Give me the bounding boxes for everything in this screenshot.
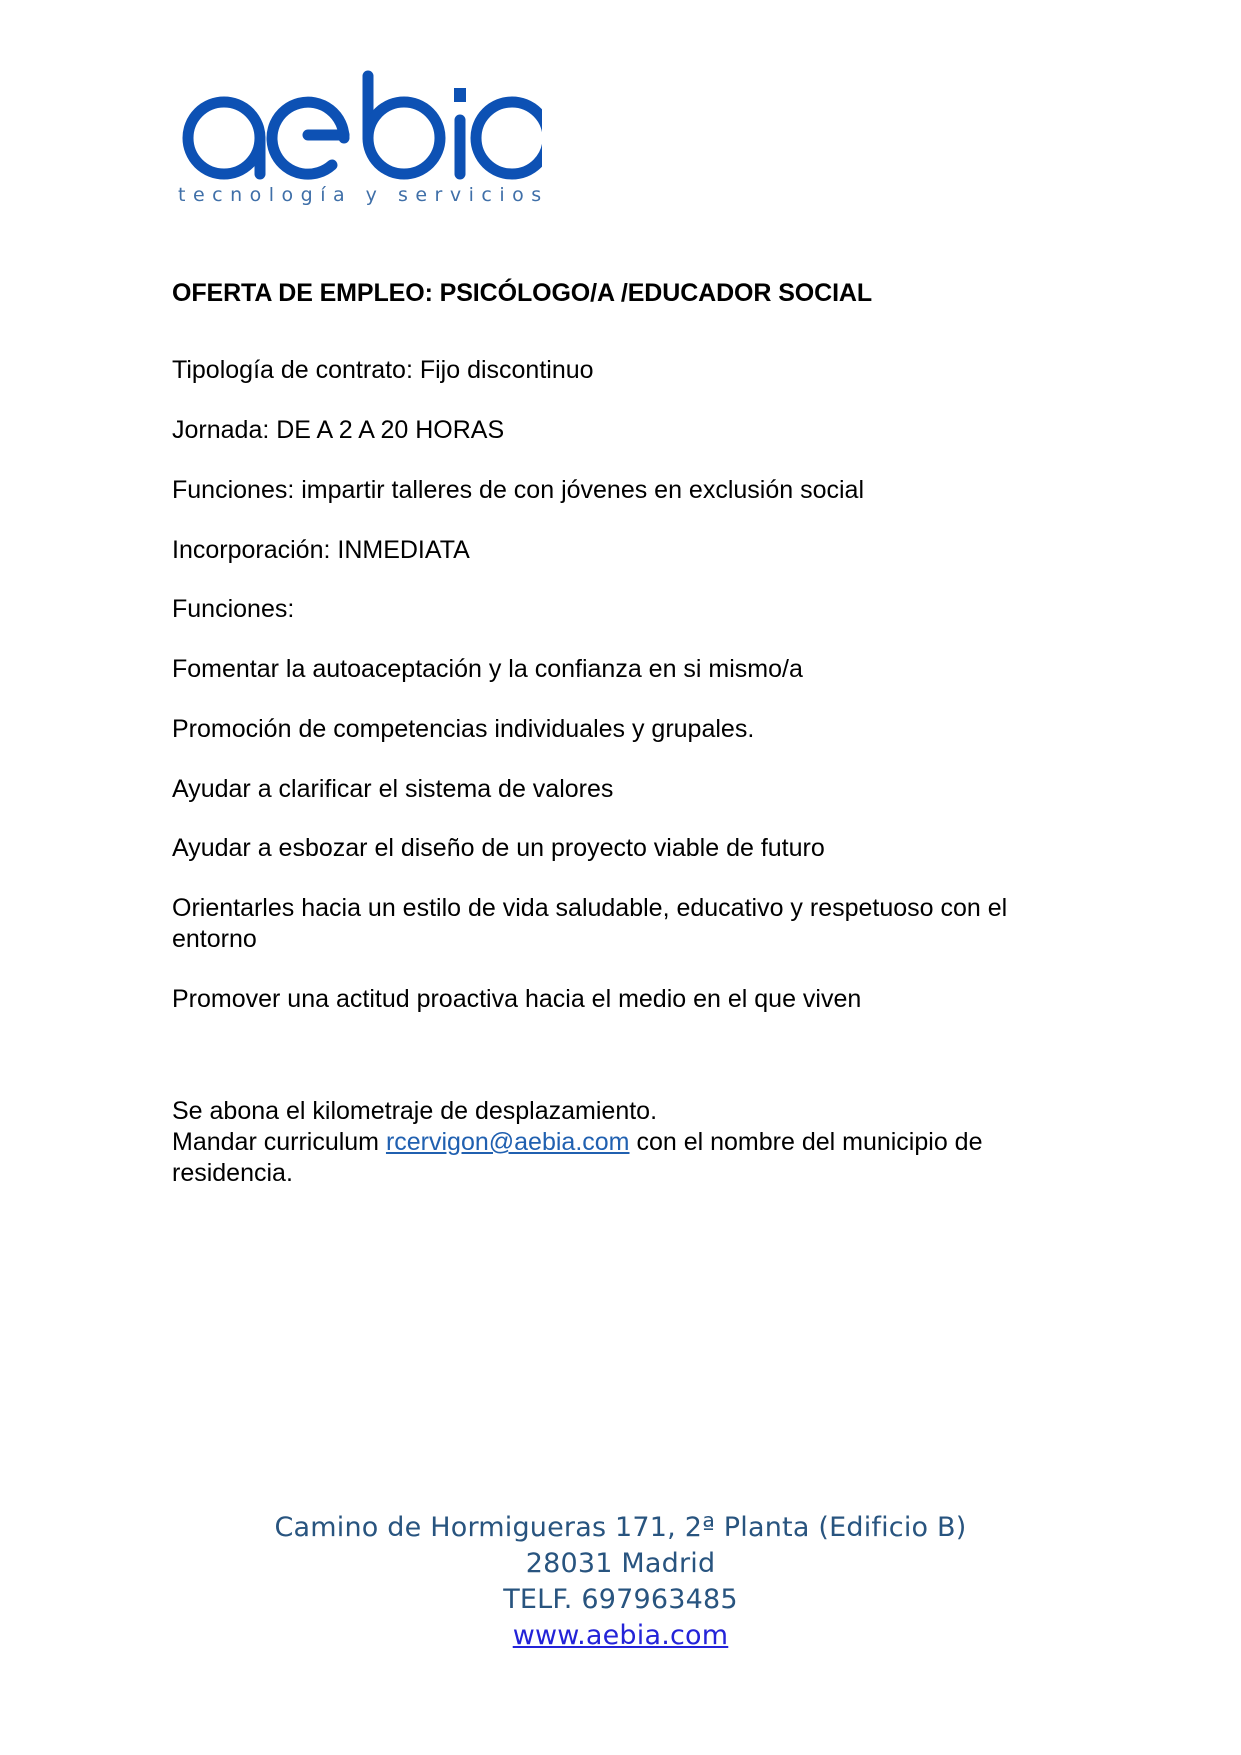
- page-footer: [0, 1510, 1241, 1654]
- paragraph-contract-type: Tipología de contrato: Fijo discontinuo: [172, 356, 594, 385]
- duty-item-competences: Promoción de competencias individuales y grupales.: [172, 714, 755, 743]
- duty-item-proactive-attitude: Promover una actitud proactiva hacia el medio en el que viven: [172, 985, 862, 1013]
- page-title: OFERTA DE EMPLEO: PSICÓLOGO/A /EDUCADOR SOCIAL: [172, 279, 873, 307]
- paragraph-start-date: Incorporación: INMEDIATA: [172, 535, 470, 564]
- closing-prefix: Mandar curriculum: [172, 1128, 386, 1156]
- website-link[interactable]: www.aebia.com: [512, 1619, 729, 1651]
- company-logo: [172, 60, 592, 206]
- section-spacer: [172, 1044, 1042, 1096]
- logo-tagline: tecnología y servicios: [178, 184, 549, 206]
- footer-address: Camino de Hormigueras 171, 2ª Planta (Edificio B): [274, 1512, 967, 1543]
- footer-phone: TELF. 697963485: [503, 1583, 738, 1615]
- duty-item-lifestyle: Orientarles hacia un estilo de vida saludable, educativo y respetuoso con el entorno: [172, 894, 1015, 954]
- paragraph-workday: Jornada: DE A 2 A 20 HORAS: [172, 416, 505, 444]
- closing-mileage: Se abona el kilometraje de desplazamiento.: [172, 1096, 658, 1125]
- email-link[interactable]: rcervigon@aebia.com: [385, 1128, 630, 1156]
- document-body: [172, 278, 1042, 1218]
- paragraph-duties-heading: Funciones:: [172, 595, 295, 624]
- paragraph-duties-summary: Funciones: impartir talleres de con jóvenes en exclusión social: [172, 475, 865, 504]
- closing-instructions: [172, 1127, 1012, 1190]
- duty-item-future-project: Ayudar a esbozar el diseño de un proyecto viable de futuro: [172, 834, 825, 863]
- closing-suffix: con el nombre del municipio de residencia.: [172, 1128, 990, 1188]
- footer-city: 28031 Madrid: [525, 1547, 716, 1579]
- duty-item-values: Ayudar a clarificar el sistema de valores: [172, 774, 614, 803]
- duty-item-self-acceptance: Fomentar la autoaceptación y la confianza en si mismo/a: [172, 655, 803, 683]
- aebia-wordmark-icon: [172, 60, 542, 180]
